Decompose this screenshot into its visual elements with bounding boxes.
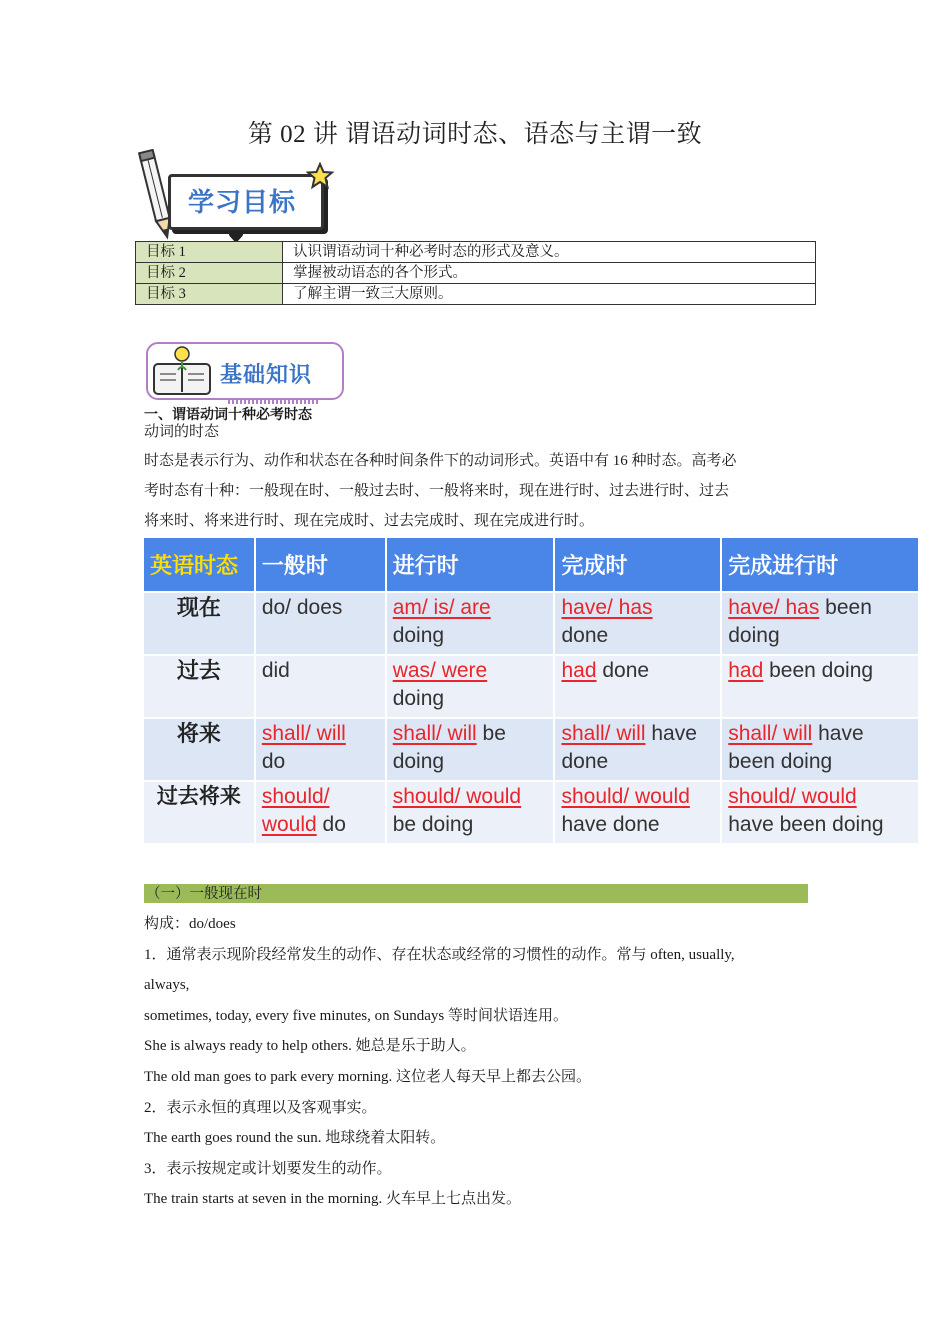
red-text: have/ has (561, 596, 653, 619)
table-cell (554, 718, 721, 781)
row-label: 现在 (144, 592, 255, 655)
subheading: 动词的时态 (144, 424, 220, 440)
intro-paragraph (144, 446, 737, 536)
goal-value: 掌握被动语态的各个形式。 (283, 263, 816, 284)
body-line: She is always ready to help others. 她总是乐于助人。 (144, 1038, 476, 1055)
column-header: 完成时 (554, 538, 721, 592)
section-heading: 一、谓语动词十种必考时态 (144, 407, 312, 423)
table-header-row (144, 538, 919, 592)
body-line: sometimes, today, every five minutes, on Sundays 等时间状语连用。 (144, 1007, 568, 1024)
table-row (144, 592, 919, 655)
intro-line: 考时态有十种：一般现在时、一般过去时、一般将来时，现在进行时、过去进行时、过去 (144, 483, 730, 499)
red-text: should/ would (392, 785, 522, 808)
basics-label: 基础知识 (220, 363, 313, 388)
goal-key: 目标 2 (136, 263, 283, 284)
table-cell (721, 781, 919, 843)
body-line: The earth goes round the sun. 地球绕着太阳转。 (144, 1130, 446, 1147)
red-text: was/ were (392, 659, 488, 682)
table-cell (554, 655, 721, 718)
body-line: 2．表示永恒的真理以及客观事实。 (144, 1099, 377, 1116)
table-cell (386, 655, 555, 718)
cell-text: have done (561, 813, 660, 836)
table-cell (255, 718, 386, 781)
table-cell (255, 655, 386, 718)
cell-text: do/ does (261, 596, 343, 619)
cell-text: be doing (392, 813, 474, 836)
red-text: shall/ will (728, 722, 813, 745)
red-text: had (561, 659, 597, 682)
goal-key: 目标 3 (136, 284, 283, 305)
cell-text: have been doing (728, 813, 884, 836)
cell-text: done (596, 659, 650, 682)
goal-key: 目标 1 (136, 242, 283, 263)
table-row (136, 284, 816, 305)
table-cell (554, 592, 721, 655)
cell-text: been (819, 596, 872, 619)
cell-text: did (261, 659, 290, 682)
goals-table (135, 241, 816, 305)
study-goals-badge (138, 148, 338, 244)
row-label: 过去 (144, 655, 255, 718)
cell-text: been doing (763, 659, 874, 682)
red-text: should/ would (728, 785, 857, 808)
cell-text: doing (392, 750, 445, 773)
cell-text: do (261, 750, 286, 773)
column-header: 完成进行时 (721, 538, 919, 592)
table-row (144, 781, 919, 843)
red-text: shall/ will (561, 722, 646, 745)
row-label: 将来 (144, 718, 255, 781)
cell-text: doing (728, 624, 780, 647)
cell-text: do (316, 813, 346, 836)
body-line: always, (144, 977, 190, 994)
study-goals-label: 学习目标 (188, 188, 297, 218)
table-row (144, 718, 919, 781)
red-text: have/ has (728, 596, 820, 619)
red-text: shall/ will (392, 722, 477, 745)
table-cell (721, 718, 919, 781)
body-line: 3．表示按规定或计划要发生的动作。 (144, 1160, 392, 1177)
red-text: had (728, 659, 764, 682)
cell-text: done (561, 624, 609, 647)
table-cell (554, 781, 721, 843)
basics-badge (142, 338, 347, 410)
cell-text: have (645, 722, 697, 745)
star-icon (306, 162, 334, 190)
goal-value: 认识谓语动词十种必考时态的形式及意义。 (283, 242, 816, 263)
book-bulb-icon (150, 344, 214, 398)
table-cell (386, 781, 555, 843)
column-header: 一般时 (255, 538, 386, 592)
red-text: should/ would (561, 785, 690, 808)
goal-value: 了解主谓一致三大原则。 (283, 284, 816, 305)
page-title: 第 02 讲 谓语动词时态、语态与主谓一致 (247, 121, 703, 148)
table-row (136, 242, 816, 263)
tense-table (144, 538, 920, 843)
table-cell (386, 592, 555, 655)
body-line: 构成：do/does (144, 916, 236, 932)
cell-text: doing (392, 624, 445, 647)
body-line: The old man goes to park every morning. 这位老人每天早上都去公园。 (144, 1068, 592, 1085)
section-bar: （一）一般现在时 (144, 884, 808, 903)
body-line: The train starts at seven in the morning. 火车早上七点出发。 (144, 1191, 522, 1208)
red-text: should/ (261, 785, 330, 808)
table-cell (255, 592, 386, 655)
red-text: would (261, 813, 317, 836)
body-line: 1．通常表示现阶段经常发生的动作、存在状态或经常的习惯性的动作。常与 often, usually, (144, 946, 735, 963)
cell-text: have (812, 722, 864, 745)
cell-text: be (476, 722, 506, 745)
table-row (144, 655, 919, 718)
row-label: 过去将来 (144, 781, 255, 843)
table-cell (255, 781, 386, 843)
column-header: 进行时 (386, 538, 555, 592)
table-row (136, 263, 816, 284)
intro-line: 时态是表示行为、动作和状态在各种时间条件下的动词形式。英语中有 16 种时态。高考必 (144, 453, 737, 469)
cell-text: doing (392, 687, 445, 710)
cell-text: done (561, 750, 609, 773)
table-cell (721, 655, 919, 718)
red-text: am/ is/ are (392, 596, 491, 619)
red-text: shall/ will (261, 722, 346, 745)
table-cell (386, 718, 555, 781)
section-body (144, 909, 735, 1215)
table-cell (721, 592, 919, 655)
intro-line: 将来时、将来进行时、现在完成时、过去完成时、现在完成进行时。 (144, 513, 595, 529)
cell-text: been doing (728, 750, 833, 773)
column-header: 英语时态 (144, 538, 255, 592)
